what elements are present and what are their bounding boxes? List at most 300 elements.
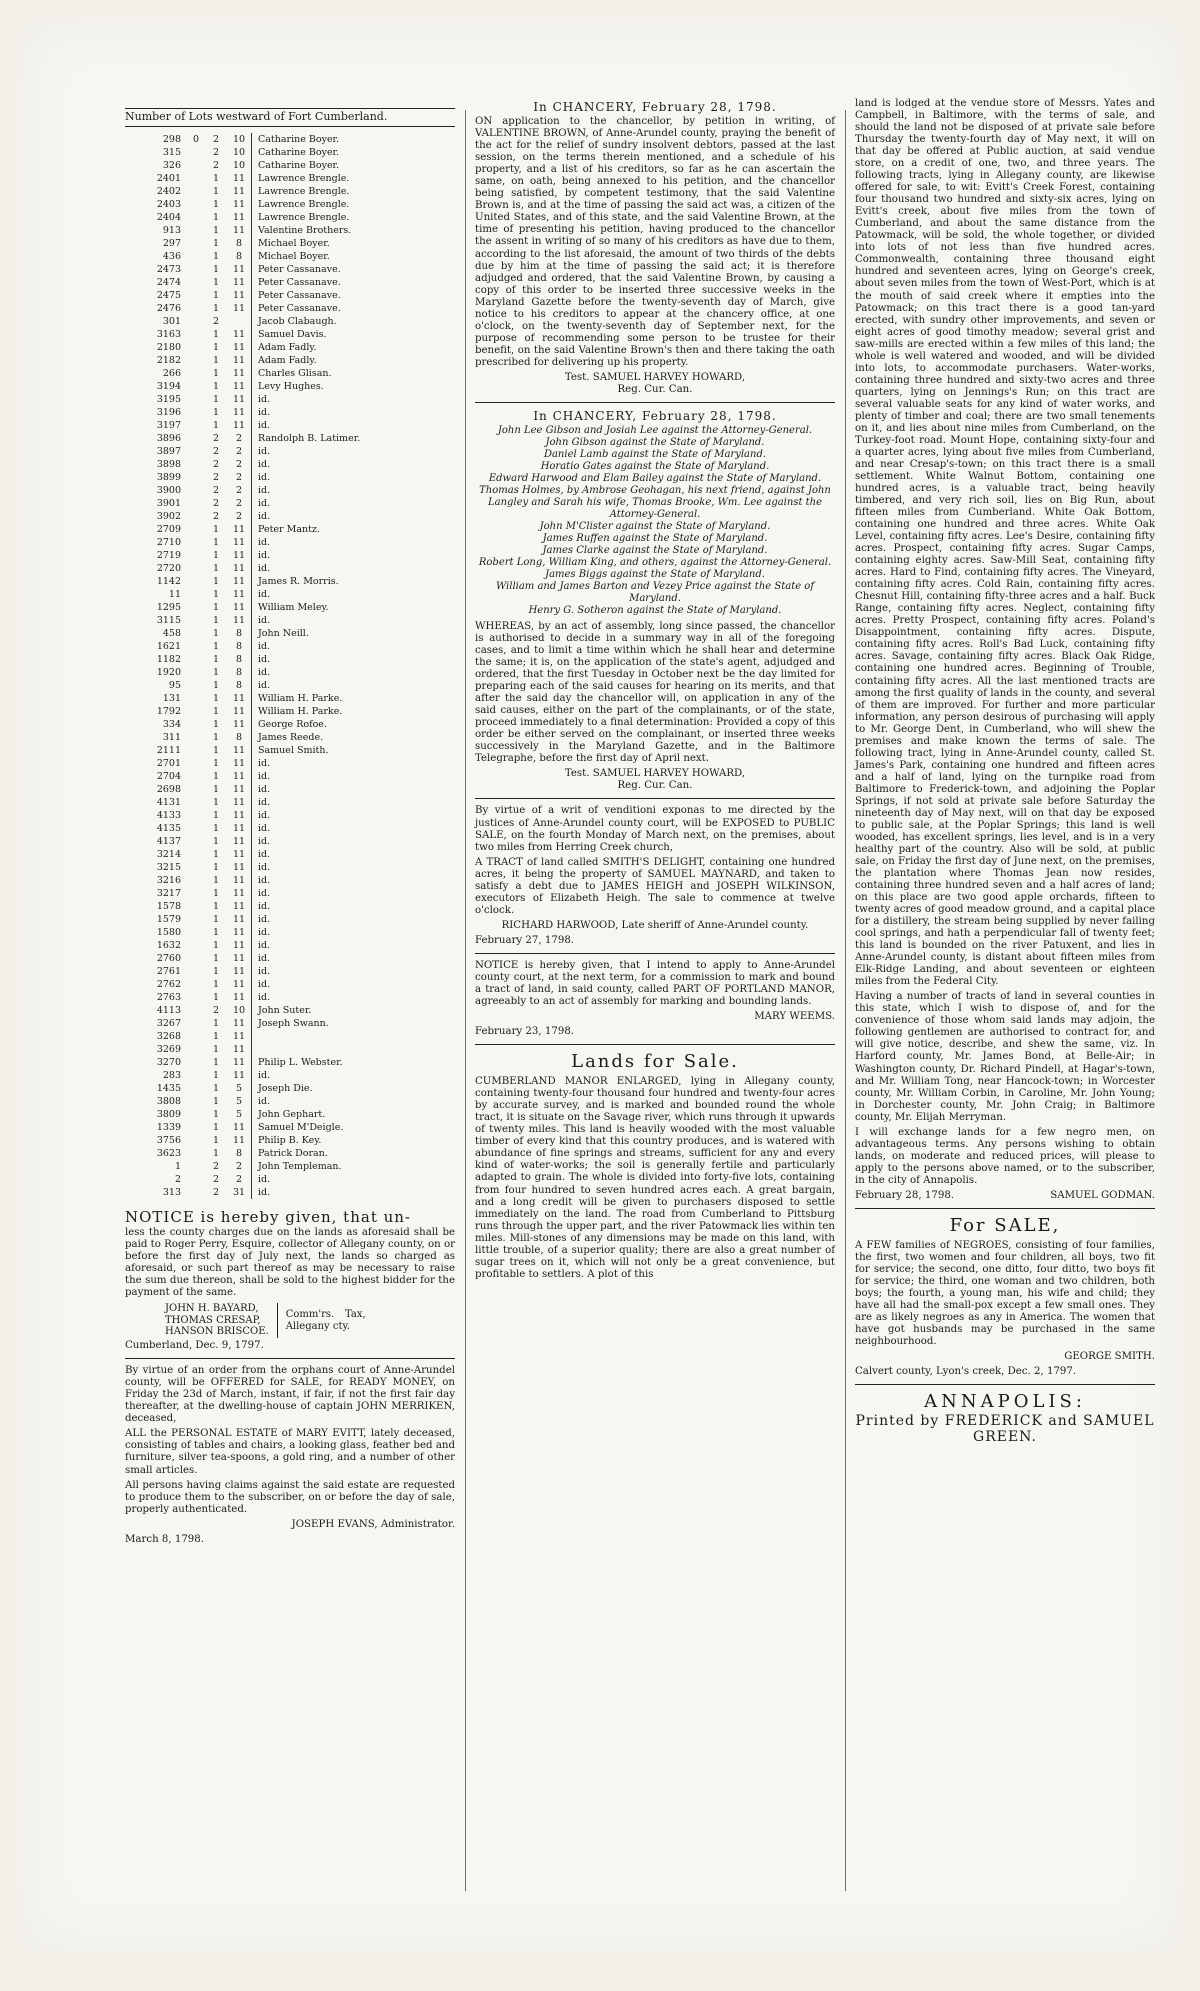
lot-c-cell: 11: [232, 354, 246, 366]
lot-row: [125, 419, 455, 432]
lot-row: [125, 848, 455, 861]
lot-name-cell: Samuel M'Deigle.: [251, 1121, 455, 1134]
allegany-signers: [165, 1303, 455, 1338]
lot-num-cell: 2761: [156, 965, 181, 977]
lot-num-cell: 3196: [156, 406, 181, 418]
lot-c-cell: 11: [232, 718, 246, 730]
lot-c-cell: 2: [235, 471, 243, 483]
lot-name-cell: John Gephart.: [251, 1108, 455, 1121]
lot-name-cell: id.: [251, 978, 455, 991]
lot-c-cell: 31: [232, 1186, 246, 1198]
lot-name-cell: Lawrence Brengle.: [251, 198, 455, 211]
lot-b-cell: 1: [212, 848, 220, 860]
state-chancery-body: WHEREAS, by an act of assembly, long since passed, the chancellor is authorised to decide in a summary way in all of the foregoing cases, and to limit a time within which he shall hear and determine the same; it is, on the application of the state's agent, adjudged and ordered, that the first Tuesday in October next be the day limited for preparing each of the said causes for hearing on its merits, and that after the said day the chancellor will, on application in any of the said causes, either on the part of the complainants, or of the state, proceed immediately to a final determination: Provided a copy of this order be either served on the complainant, or inserted three weeks successively in the Maryland Gazette, and in the Baltimore Telegraphe, before the first day of April next.: [475, 621, 835, 765]
merriken-claims: All persons having claims against the said estate are requested to produce them to the subscriber, on or before the day of sale, properly authenticated.: [125, 1479, 455, 1515]
lot-c-cell: 11: [232, 224, 246, 236]
lot-row: [125, 653, 455, 666]
lot-num-cell: 2763: [156, 991, 181, 1003]
case-item: Robert Long, William King, and others, against the Attorney-General.: [478, 557, 832, 569]
lot-row: [125, 900, 455, 913]
lot-row: [125, 627, 455, 640]
lot-num-cell: 1621: [156, 640, 181, 652]
lot-row: [125, 575, 455, 588]
godman-body: land is lodged at the vendue store of Messrs. Yates and Campbell, in Baltimore, with the terms of sale, and should the land not be disposed of at private sale before Thursday the twenty-fourth day of May next, it will on that day be offered at Public auction, at said vendue store, on a credit of one, two, and three years. The following tracts, lying in Allegany county, are likewise offered for sale, to wit: Evitt's Creek Forest, containing four thousand two hundred and sixty-six acres, lying on Evitt's creek, about five miles from the town of Cumberland, and about the same distance from the Patowmack, will be sold, the whole together, or divided into lots of not less than five hundred acres. Commonwealth, containing three thousand eight hundred and seventeen acres, lying on George's creek, about seven miles from the town of West-Port, which is at the mouth of said creek where it empties into the Patowmack; on this tract there is a good tan-yard erected, with sundry other improvements, and seven or eight acres of good timothy meadow; several grist and saw-mills are erected within a few miles of this land; the whole is well watered and wooded, and will be divided into lots, to accommodate purchasers. Water-works, containing three hundred and sixty-two acres and three quarters, lying on Jennings's Run; on this tract are several valuable seats for any kind of water works, and plenty of timber and coal; there are two small tenements on it, and lies about nine miles from Cumberland, on the Turkey-foot road. Mount Hope, containing sixty-four and a quarter acres, lying about five miles from Cumberland, and near Cresap's-town; on this tract there is a small settlement. White Walnut Bottom, containing one hundred acres, is a valuable tract, being heavily timbered, and very rich soil, lies on Big Run, about fifteen miles from Cumberland. White Oak Bottom, containing one hundred and three acres. White Oak Level, containing fifty acres. Lee's Desire, containing fifty acres. Prospect, containing fifty acres. Sugar Camps, containing eighty acres. Saw-Mill Seat, containing fifty acres. Hard to Find, containing fifty acres. The Vineyard, containing fifty acres. Cold Rain, containing fifty acres. Chesnut Hill, containing fifty-three acres and a half. Buck Range, containing fifty acres. Neglect, containing fifty acres. Pretty Prospect, containing fifty acres. Poland's Disappointment, containing fifty acres. Dispute, containing fifty acres. Roll's Bad Luck, containing fifty acres. Savage, containing fifty acres. Black Oak Ridge, containing one hundred acres. Beginning of Trouble, containing fifty acres. All the last mentioned tracts are among the first quality of lands in the county, and several of them are improved. For further and more particular information, any person desirous of purchasing will apply to Mr. George Dent, in Cumberland, who will shew the premises and make known the terms of sale. The following tract, lying in Anne-Arundel county, called St. James's Park, containing one hundred and fifteen acres and a half of land, lying on the turnpike road from Baltimore to Frederick-town, and adjoining the Poplar Springs, if not sold at private sale before Saturday the nineteenth day of May next, will on that day be exposed to public sale, at the Poplar Springs; this land is well wooded, has excellent springs, lies level, and is in a very healthy part of the country. Also will be sold, at public sale, on Friday the first day of June next, on the premises, the plantation where Thomas Jean now resides, containing three hundred seven and a half acres of land; on this place are two good apple orchards, fifteen to twenty acres of good meadow ground, and a capital place for a distillery, the stream being supplied by never failing cool springs, and hath a perpendicular fall of twenty feet; this land is bounded on the river Patuxent, and lies in Anne-Arundel county, is distant about fifteen miles from Elk-Ridge Landing, and about seventeen or eighteen miles from the Federal City.: [855, 98, 1155, 988]
lot-name-cell: [251, 1043, 455, 1056]
lot-num-cell: 2698: [156, 783, 181, 795]
lot-row: [125, 783, 455, 796]
signer: THOMAS CRESAP,: [165, 1314, 261, 1326]
lot-name-cell: Michael Boyer.: [251, 237, 455, 250]
lot-c-cell: 10: [232, 159, 246, 171]
lot-name-cell: George Rofoe.: [251, 718, 455, 731]
lot-b-cell: 1: [212, 172, 220, 184]
signer-role: Comm'rs. Tax, Allegany cty.: [285, 1308, 366, 1332]
lot-a-cell: [187, 549, 205, 562]
lot-num-cell: 1792: [156, 705, 181, 717]
lot-num-cell: 436: [162, 250, 181, 262]
lot-num-cell: 458: [162, 627, 181, 639]
lot-c-cell: 11: [232, 1134, 246, 1146]
lot-b-cell: 1: [212, 666, 220, 678]
lot-a-cell: [187, 393, 205, 406]
lot-b-cell: 1: [212, 978, 220, 990]
case-item: Henry G. Sotheron against the State of Maryland.: [528, 605, 782, 617]
godman-body-3: I will exchange lands for a few negro men, on advantageous terms. Any persons wishing to obtain lands, on moderate and reduced prices, will please to apply to the persons above named, or to the subscriber, in the city of Annapolis.: [855, 1126, 1155, 1186]
lot-b-cell: 1: [212, 718, 220, 730]
lot-b-cell: 1: [212, 1147, 220, 1159]
lot-a-cell: [187, 354, 205, 367]
lot-num-cell: 95: [168, 679, 181, 691]
lot-c-cell: 5: [235, 1095, 243, 1107]
lot-row: [125, 796, 455, 809]
lot-a-cell: [187, 744, 205, 757]
state-chancery-signature: [475, 768, 835, 792]
lot-b-cell: 1: [212, 965, 220, 977]
lot-a-cell: [187, 575, 205, 588]
lot-row: [125, 302, 455, 315]
lot-b-cell: 1: [212, 276, 220, 288]
lot-row: [125, 861, 455, 874]
merriken-body: ALL the PERSONAL ESTATE of MARY EVITT, lately deceased, consisting of tables and chairs, a looking glass, feather bed and furniture, silver tea-spoons, a gold ring, and a number of other small articles.: [125, 1428, 455, 1476]
lot-a-cell: [187, 640, 205, 653]
lot-row: [125, 1108, 455, 1121]
lot-name-cell: Jacob Clabaugh.: [251, 315, 455, 328]
lot-a-cell: [187, 809, 205, 822]
lot-a-cell: [187, 1095, 205, 1108]
lot-a-cell: [187, 341, 205, 354]
lot-name-cell: id.: [251, 952, 455, 965]
lot-b-cell: 1: [212, 198, 220, 210]
godman-body-2: Having a number of tracts of land in several counties in this state, which I wish to dispose of, and for the convenience of those whom said lands may adjoin, the following gentlemen are authorised to contract for, and will give notice, describe, and shew the same, viz. In Harford county, Mr. James Bond, at Belle-Air; in Washington county, Dr. Richard Pindell, at Hagar's-town, and Mr. William Tong, near Hancock-town; in Worcester county, Mr. William Corbin, in Caroline, Mr. John Young; in Dorchester county, Mr. John Craig; in Baltimore county, Mr. Elijah Merryman.: [855, 991, 1155, 1123]
lot-b-cell: 1: [212, 887, 220, 899]
lot-row: [125, 198, 455, 211]
lot-name-cell: Joseph Swann.: [251, 1017, 455, 1030]
lot-num-cell: 2182: [156, 354, 181, 366]
lot-num-cell: 3194: [156, 380, 181, 392]
godman-signoff: [855, 1190, 1155, 1202]
lot-c-cell: 11: [232, 406, 246, 418]
lot-num-cell: 1295: [156, 601, 181, 613]
lot-a-cell: [187, 211, 205, 224]
lot-num-cell: 298: [162, 133, 181, 145]
lot-num-cell: 3267: [156, 1017, 181, 1029]
lot-num-cell: 1: [174, 1160, 181, 1172]
lot-num-cell: 3214: [156, 848, 181, 860]
lot-num-cell: 3898: [156, 458, 181, 470]
lot-b-cell: 1: [212, 705, 220, 717]
lot-row: [125, 146, 455, 159]
lot-b-cell: 1: [212, 523, 220, 535]
lot-a-cell: [187, 237, 205, 250]
lot-row: [125, 991, 455, 1004]
lot-name-cell: John Neill.: [251, 627, 455, 640]
lot-name-cell: Catharine Boyer.: [251, 159, 455, 172]
lot-b-cell: 2: [212, 315, 220, 327]
lot-num-cell: 3270: [156, 1056, 181, 1068]
lot-name-cell: Joseph Die.: [251, 1082, 455, 1095]
brown-chancery-body: ON application to the chancellor, by petition in writing, of VALENTINE BROWN, of Anne-Arundel county, praying the benefit of the act for the relief of sundry insolvent debtors, passed at the last session, on the terms therein mentioned, and a schedule of his property, and a list of his creditors, so far as he can ascertain the same, on oath, being annexed to his petition, and the chancellor being satisfied, by competent testimony, that the said Valentine Brown is, and at the time of passing the said act was, a citizen of the United States, and of this state, and the said Valentine Brown, at the time of presenting his petition, having produced to the chancellor the assent in writing of so many of his creditors as have due to them, according to the list aforesaid, the amount of two thirds of the debts due by him at the time of passing the said act; it is therefore adjudged and ordered, that the said Valentine Brown, by causing a copy of this order to be inserted three successive weeks in the Maryland Gazette before the twenty-seventh day of March, give notice to his creditors to appear at the chancery office, at one o'clock, on the twenty-seventh day of September next, for the purpose of recommending some person to be trustee for their benefit, on the said Valentine Brown's then and there taking the oath prescribed for delivering up his property.: [475, 116, 835, 368]
lot-num-cell: 2404: [156, 211, 181, 223]
lot-c-cell: 11: [232, 1069, 246, 1081]
lot-row: [125, 510, 455, 523]
lot-b-cell: 1: [212, 679, 220, 691]
lot-a-cell: [187, 250, 205, 263]
lot-b-cell: 1: [212, 354, 220, 366]
lot-name-cell: id.: [251, 406, 455, 419]
lot-name-cell: id.: [251, 861, 455, 874]
lot-name-cell: Catharine Boyer.: [251, 146, 455, 159]
lot-name-cell: id.: [251, 484, 455, 497]
lot-row: [125, 562, 455, 575]
lot-c-cell: 11: [232, 874, 246, 886]
lot-row: [125, 822, 455, 835]
lot-b-cell: 1: [212, 1043, 220, 1055]
lot-row: [125, 1134, 455, 1147]
lot-b-cell: 1: [212, 250, 220, 262]
lot-name-cell: id.: [251, 536, 455, 549]
lot-row: [125, 666, 455, 679]
lot-name-cell: id.: [251, 965, 455, 978]
lot-num-cell: 315: [162, 146, 181, 158]
lot-a-cell: [187, 887, 205, 900]
lot-num-cell: 3163: [156, 328, 181, 340]
lot-row: [125, 458, 455, 471]
case-item: James Ruffen against the State of Maryland.: [542, 533, 768, 545]
signer: JOHN H. BAYARD,: [165, 1302, 259, 1314]
lot-a-cell: [187, 757, 205, 770]
lot-b-cell: 1: [212, 263, 220, 275]
lot-row: [125, 965, 455, 978]
lot-name-cell: id.: [251, 783, 455, 796]
lot-b-cell: 1: [212, 1095, 220, 1107]
lot-name-cell: id.: [251, 757, 455, 770]
lot-a-cell: [187, 965, 205, 978]
lot-c-cell: 11: [232, 991, 246, 1003]
lot-a-cell: [187, 406, 205, 419]
lot-name-cell: William H. Parke.: [251, 705, 455, 718]
lot-c-cell: 8: [235, 640, 243, 652]
lot-num-cell: 913: [162, 224, 181, 236]
negroes-sale-signer: GEORGE SMITH.: [1064, 1351, 1155, 1363]
lot-c-cell: 11: [232, 978, 246, 990]
lot-num-cell: 2719: [156, 549, 181, 561]
lot-row: [125, 640, 455, 653]
lot-num-cell: 2: [174, 1173, 181, 1185]
lot-c-cell: 8: [235, 1147, 243, 1159]
lot-num-cell: 2180: [156, 341, 181, 353]
lot-a-cell: [187, 861, 205, 874]
lot-b-cell: 1: [212, 224, 220, 236]
smiths-delight-date: February 27, 1798.: [475, 934, 575, 946]
lot-name-cell: Peter Cassanave.: [251, 289, 455, 302]
lot-row: [125, 523, 455, 536]
lot-a-cell: [187, 367, 205, 380]
lot-c-cell: 8: [235, 627, 243, 639]
lot-num-cell: 2473: [156, 263, 181, 275]
lot-a-cell: [187, 991, 205, 1004]
lot-c-cell: 11: [232, 1056, 246, 1068]
lot-row: [125, 614, 455, 627]
lot-name-cell: id.: [251, 939, 455, 952]
merriken-signer: JOSEPH EVANS, Administrator.: [291, 1518, 455, 1530]
lot-row: [125, 341, 455, 354]
lot-a-cell: [187, 276, 205, 289]
lot-row: [125, 952, 455, 965]
merriken-intro: By virtue of an order from the orphans court of Anne-Arundel county, will be OFFERED for SALE, for READY MONEY, on Friday the 23d of March, instant, if fair, if not the first fair day thereafter, at the dwelling-house of captain JOHN MERRIKEN, deceased,: [125, 1365, 455, 1425]
lot-b-cell: 2: [212, 458, 220, 470]
lot-row: [125, 354, 455, 367]
lot-row: [125, 588, 455, 601]
lot-b-cell: 1: [212, 341, 220, 353]
lot-num-cell: 2475: [156, 289, 181, 301]
lot-row: [125, 380, 455, 393]
lot-row: [125, 1082, 455, 1095]
lot-row: [125, 705, 455, 718]
lot-row: [125, 1004, 455, 1017]
lot-c-cell: 11: [232, 263, 246, 275]
column-rule: [845, 110, 846, 1891]
lot-a-cell: [187, 731, 205, 744]
lot-name-cell: Peter Cassanave.: [251, 263, 455, 276]
lot-b-cell: 1: [212, 302, 220, 314]
lot-b-cell: 1: [212, 393, 220, 405]
lots-header-label: Number of Lots westward of Fort Cumberland.: [125, 110, 388, 123]
lot-row: [125, 809, 455, 822]
lot-row: [125, 1160, 455, 1173]
lot-a-cell: [187, 848, 205, 861]
lot-c-cell: 11: [232, 588, 246, 600]
lot-a-cell: [187, 874, 205, 887]
lot-row: [125, 757, 455, 770]
lot-a-cell: [187, 666, 205, 679]
lot-a-cell: [187, 484, 205, 497]
lot-c-cell: 11: [232, 198, 246, 210]
lot-row: [125, 978, 455, 991]
lots-table: [125, 133, 455, 1199]
lot-name-cell: Lawrence Brengle.: [251, 172, 455, 185]
lot-name-cell: John Templeman.: [251, 1160, 455, 1173]
lot-b-cell: 1: [212, 419, 220, 431]
lot-a-cell: [187, 146, 205, 159]
lot-b-cell: 2: [212, 497, 220, 509]
lot-a-cell: [187, 926, 205, 939]
lot-c-cell: 8: [235, 731, 243, 743]
lot-b-cell: 2: [212, 1186, 220, 1198]
lot-b-cell: 1: [212, 536, 220, 548]
lot-b-cell: 1: [212, 796, 220, 808]
lot-a-cell: [187, 263, 205, 276]
merriken-date: March 8, 1798.: [125, 1533, 205, 1545]
lot-a-cell: [187, 1017, 205, 1030]
lot-row: [125, 536, 455, 549]
signer: SAMUEL HARVEY HOWARD,: [592, 371, 746, 383]
lot-b-cell: 1: [212, 1108, 220, 1120]
lot-row: [125, 315, 455, 328]
lot-a-cell: [187, 822, 205, 835]
lot-a-cell: [187, 718, 205, 731]
lot-c-cell: 11: [232, 341, 246, 353]
lot-row: [125, 133, 455, 146]
lot-c-cell: 10: [232, 1004, 246, 1016]
lot-name-cell: id.: [251, 900, 455, 913]
lot-a-cell: [187, 471, 205, 484]
lot-a-cell: [187, 523, 205, 536]
lot-row: [125, 445, 455, 458]
lot-name-cell: id.: [251, 588, 455, 601]
lot-b-cell: 1: [212, 926, 220, 938]
lot-a-cell: [187, 978, 205, 991]
lot-b-cell: 1: [212, 289, 220, 301]
lot-a-cell: [187, 939, 205, 952]
lot-num-cell: 1920: [156, 666, 181, 678]
lot-row: [125, 250, 455, 263]
lot-a-cell: [187, 1147, 205, 1160]
lot-num-cell: 2474: [156, 276, 181, 288]
godman-signer: SAMUEL GODMAN.: [1050, 1189, 1155, 1201]
lot-row: [125, 432, 455, 445]
lot-num-cell: 313: [162, 1186, 181, 1198]
lot-name-cell: Peter Cassanave.: [251, 302, 455, 315]
lot-c-cell: 11: [232, 757, 246, 769]
lot-b-cell: 1: [212, 640, 220, 652]
lot-c-cell: 11: [232, 614, 246, 626]
lot-name-cell: William Meley.: [251, 601, 455, 614]
lot-name-cell: id.: [251, 562, 455, 575]
lot-c-cell: 11: [232, 913, 246, 925]
lot-name-cell: id.: [251, 848, 455, 861]
lot-num-cell: 334: [162, 718, 181, 730]
lot-name-cell: id.: [251, 913, 455, 926]
lot-b-cell: 1: [212, 835, 220, 847]
lot-c-cell: 5: [235, 1082, 243, 1094]
lot-c-cell: 11: [232, 692, 246, 704]
lot-b-cell: 1: [212, 1069, 220, 1081]
lot-c-cell: 11: [232, 549, 246, 561]
lot-num-cell: 2762: [156, 978, 181, 990]
lot-row: [125, 835, 455, 848]
lot-num-cell: 4137: [156, 835, 181, 847]
lot-b-cell: 1: [212, 991, 220, 1003]
lot-c-cell: 2: [235, 1160, 243, 1172]
lot-name-cell: [251, 1030, 455, 1043]
lot-num-cell: 3902: [156, 510, 181, 522]
lot-b-cell: 2: [212, 159, 220, 171]
lot-a-cell: [187, 458, 205, 471]
lot-a-cell: [187, 1082, 205, 1095]
lot-a-cell: 0: [192, 133, 200, 145]
lot-b-cell: 1: [212, 1017, 220, 1029]
lot-row: [125, 263, 455, 276]
lot-c-cell: [227, 315, 251, 328]
case-list: [475, 425, 835, 617]
column-2: [475, 98, 835, 1284]
lot-b-cell: 1: [212, 757, 220, 769]
lot-b-cell: 1: [212, 185, 220, 197]
lot-num-cell: 3901: [156, 497, 181, 509]
lot-name-cell: Samuel Smith.: [251, 744, 455, 757]
brown-chancery-signature: [475, 372, 835, 396]
lot-num-cell: 2710: [156, 536, 181, 548]
lot-b-cell: 1: [212, 237, 220, 249]
lot-a-cell: [187, 692, 205, 705]
lot-num-cell: 297: [162, 237, 181, 249]
lot-row: [125, 1030, 455, 1043]
lot-c-cell: 11: [232, 900, 246, 912]
godman-date: February 28, 1798.: [855, 1189, 955, 1201]
lot-b-cell: 2: [212, 1004, 220, 1016]
lot-num-cell: 301: [162, 315, 181, 327]
lot-name-cell: id.: [251, 822, 455, 835]
lot-a-cell: [187, 653, 205, 666]
lot-a-cell: [187, 1134, 205, 1147]
lot-c-cell: 11: [232, 861, 246, 873]
lot-a-cell: [187, 1173, 205, 1186]
lot-num-cell: 131: [162, 692, 181, 704]
lot-num-cell: 1339: [156, 1121, 181, 1133]
lot-b-cell: 1: [212, 939, 220, 951]
lot-c-cell: 2: [235, 484, 243, 496]
test-label: Test.: [564, 371, 590, 383]
lot-num-cell: 3216: [156, 874, 181, 886]
lot-b-cell: 1: [212, 367, 220, 379]
lot-a-cell: [187, 224, 205, 237]
lot-num-cell: 3897: [156, 445, 181, 457]
lot-c-cell: 2: [235, 458, 243, 470]
lot-c-cell: 10: [232, 146, 246, 158]
imprint-printer: Printed by FREDERICK and SAMUEL GREEN.: [855, 1412, 1155, 1446]
negroes-sale-body: A FEW families of NEGROES, consisting of four families, the first, two women and four children, all boys, two fit for service; the second, one ditto, four ditto, two boys fit for service; the third, one woman and two children, both boys; the fourth, a young man, his wife and child; they have all had the small-pox except a few small ones. They are as likely negroes as any in America. The women that have got husbands may be purchased in the same neighbourhood.: [855, 1240, 1155, 1348]
lot-b-cell: 1: [212, 380, 220, 392]
lot-num-cell: 2401: [156, 172, 181, 184]
lot-c-cell: 11: [232, 952, 246, 964]
lot-b-cell: 1: [212, 627, 220, 639]
lot-c-cell: 8: [235, 237, 243, 249]
lot-num-cell: 1435: [156, 1082, 181, 1094]
lot-b-cell: 1: [212, 861, 220, 873]
lot-num-cell: 3896: [156, 432, 181, 444]
lot-name-cell: James Reede.: [251, 731, 455, 744]
lot-num-cell: 3900: [156, 484, 181, 496]
lot-num-cell: 3115: [156, 614, 181, 626]
lot-b-cell: 2: [212, 146, 220, 158]
lot-a-cell: [187, 1056, 205, 1069]
lot-num-cell: 283: [162, 1069, 181, 1081]
lot-b-cell: 1: [212, 744, 220, 756]
lot-b-cell: 1: [212, 692, 220, 704]
lot-a-cell: [187, 900, 205, 913]
lot-a-cell: [187, 1108, 205, 1121]
brown-chancery-head: In CHANCERY, February 28, 1798.: [533, 100, 777, 114]
